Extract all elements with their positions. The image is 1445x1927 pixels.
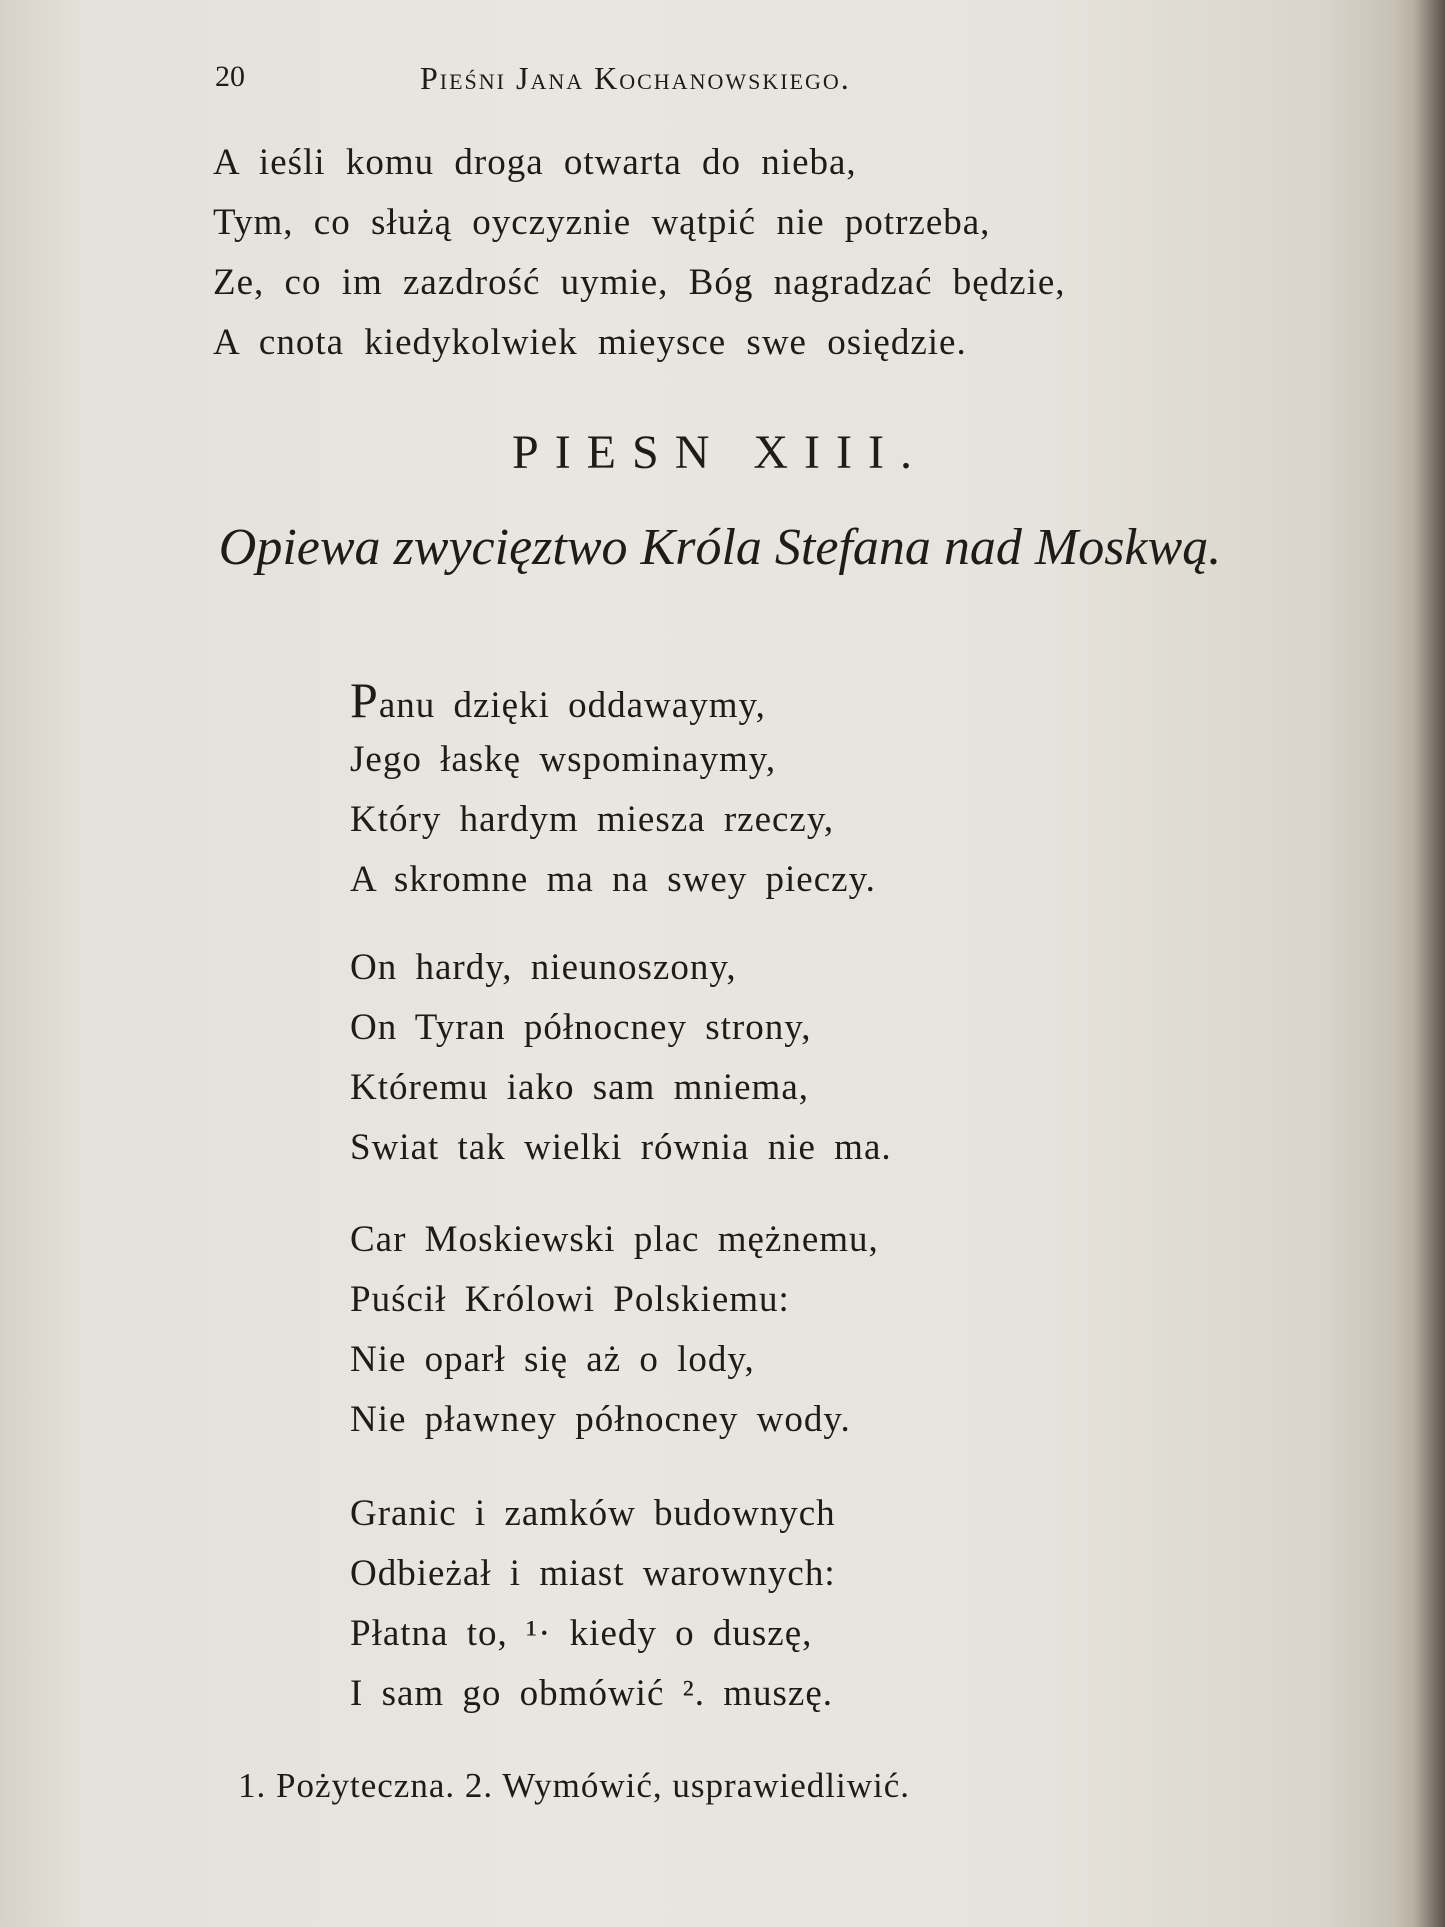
verse-line: A skromne ma na swey pieczy.: [350, 859, 876, 900]
verse-line: I sam go obmówić ². muszę.: [350, 1673, 833, 1714]
verse-line: Swiat tak wielki równia nie ma.: [350, 1127, 892, 1168]
running-title: Pieśni Jana Kochanowskiego.: [420, 60, 851, 96]
verse-line: Płatna to, ¹· kiedy o duszę,: [350, 1613, 813, 1654]
verse-line: A cnota kiedykolwiek mieysce swe osiędzie.: [213, 322, 967, 363]
footnote: 1. Pożyteczna. 2. Wymówić, usprawiedliwić.: [238, 1766, 910, 1805]
stanza-1: [350, 670, 1110, 910]
verse-line-first: [350, 670, 1110, 730]
song-title: Opiewa zwycięztwo Króla Stefana nad Moskwą.: [218, 519, 1222, 576]
verse-line: Któremu iako sam mniema,: [350, 1067, 810, 1108]
verse-line: Jego łaskę wspominaymy,: [350, 739, 777, 780]
verse-line: Który hardym miesza rzeczy,: [350, 799, 835, 840]
verse-line: Tym, co służą oyczyznie wątpić nie potrzeba,: [213, 202, 991, 243]
stanza-2: [350, 938, 1110, 1178]
verse-line: Granic i zamków budownych: [350, 1493, 836, 1534]
first-line-rest: anu dzięki oddawaymy,: [378, 685, 766, 726]
verse-line: Puścił Królowi Polskiemu:: [350, 1279, 790, 1320]
stanza-3: [350, 1210, 1110, 1450]
verse-line: Nie oparł się aż o lody,: [350, 1339, 755, 1380]
page-edge: [1392, 0, 1445, 1927]
verse-line: Nie pławney północney wody.: [350, 1399, 851, 1440]
verse-line: On hardy, nieunoszony,: [350, 947, 737, 988]
previous-stanza: [213, 133, 1213, 373]
verse-line: Car Moskiewski plac mężnemu,: [350, 1219, 879, 1260]
verse-line: A ieśli komu droga otwarta do nieba,: [213, 142, 857, 183]
drop-cap: P: [350, 672, 379, 728]
page-header: [215, 60, 1215, 100]
stanza-4: [350, 1484, 1110, 1724]
song-heading: PIESN XIII.: [512, 426, 928, 479]
verse-line: Odbieżał i miast warownych:: [350, 1553, 836, 1594]
page-number: 20: [215, 60, 245, 93]
verse-line: Ze, co im zazdrość uymie, Bóg nagradzać będzie,: [213, 262, 1066, 303]
verse-line: On Tyran północney strony,: [350, 1007, 812, 1048]
